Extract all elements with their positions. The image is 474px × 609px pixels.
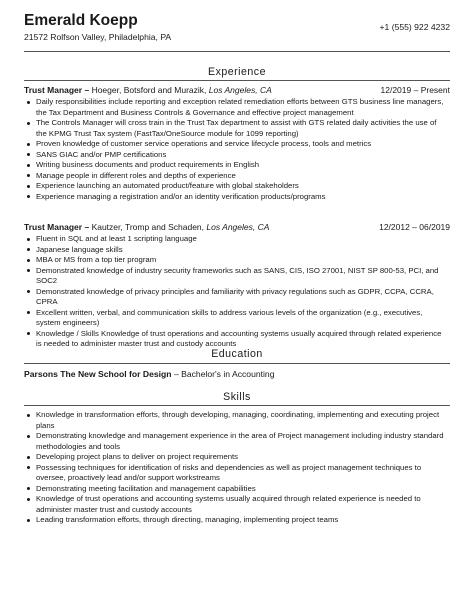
job-1-header: Trust Manager – Hoeger, Botsford and Murazik, Los Angeles, CA 12/2019 – Present <box>24 85 450 95</box>
education-degree: Bachelor's in Accounting <box>181 369 275 379</box>
candidate-phone: +1 (555) 922 4232 <box>379 22 450 32</box>
list-item: Demonstrated knowledge of privacy principles and familiarity with privacy regulations such as GDPR, CCPA, CCRA, CPRA <box>24 287 448 308</box>
list-item: Demonstrating knowledge and management experience in the area of Project management including industry standard methodologies and tools <box>24 431 448 452</box>
education-school: Parsons The New School for Design <box>24 369 172 379</box>
list-item: The Controls Manager will cross train in the Trust Tax department to assist with GTS related daily activities the use of the KPMG Trust Tax system (FastTax/OneSource module for 1099 reporting) <box>24 118 448 139</box>
list-item: Leading transformation efforts, through directing, managing, implementing project teams <box>24 515 448 526</box>
job-2-dates: 12/2012 – 06/2019 <box>379 222 450 232</box>
resume-header <box>24 12 450 43</box>
list-item: Fluent in SQL and at least 1 scripting language <box>24 234 448 245</box>
list-item: Knowledge in transformation efforts, through developing, managing, coordinating, implementing and executing project plans <box>24 410 448 431</box>
job-1-role: Trust Manager <box>24 85 83 95</box>
candidate-name: Emerald Koepp <box>24 12 138 29</box>
list-item: MBA or MS from a top tier program <box>24 255 448 266</box>
job-2-bullets <box>24 234 448 350</box>
experience-heading: Experience <box>208 66 266 78</box>
job-1-company: Hoeger, Botsford and Murazik, <box>91 85 207 95</box>
list-item: Writing business documents and product requirements in English <box>24 160 448 171</box>
job-2-header: Trust Manager – Kautzer, Tromp and Schaden, Los Angeles, CA 12/2012 – 06/2019 <box>24 222 450 232</box>
job-1-location: Los Angeles, CA <box>208 85 272 95</box>
skills-divider <box>24 405 450 406</box>
job-2-company: Kautzer, Tromp and Schaden, <box>91 222 205 232</box>
list-item: Possessing techniques for identification of risks and dependencies as well as project management techniques to oversee, proactively lead and/or support workstreams <box>24 463 448 484</box>
job-2-location: Los Angeles, CA <box>206 222 270 232</box>
experience-divider <box>24 80 450 81</box>
list-item: Proven knowledge of customer service operations and service lifecycle process, tools and metrics <box>24 139 448 150</box>
header-divider <box>24 51 450 52</box>
list-item: Experience launching an automated product/feature with global stakeholders <box>24 181 448 192</box>
job-2-role: Trust Manager <box>24 222 83 232</box>
list-item: Daily responsibilities include reporting and exception related remediation efforts between GTS business line managers, the Tax Department and Business Controls & Governance and effective project management <box>24 97 448 118</box>
education-heading: Education <box>211 348 263 360</box>
list-item: Experience managing a registration and/or an identity verification products/programs <box>24 192 448 203</box>
list-item: Demonstrated knowledge of industry security frameworks such as SANS, CIS, ISO 27001, NIST SP 800-53, PCI, and SOC2 <box>24 266 448 287</box>
candidate-address: 21572 Rolfson Valley, Philadelphia, PA <box>24 32 172 42</box>
skills-bullets <box>24 410 448 526</box>
list-item: SANS GIAC and/or PMP certifications <box>24 150 448 161</box>
list-item: Knowledge / Skills Knowledge of trust operations and accounting systems usually acquired through related experience is needed to administer master trust and custody accounts <box>24 329 448 350</box>
skills-heading: Skills <box>223 391 251 403</box>
list-item: Manage people in different roles and depths of experience <box>24 171 448 182</box>
list-item: Knowledge of trust operations and accounting systems usually acquired through related experience is needed to administer master trust and custody accounts <box>24 494 448 515</box>
job-1-dates: 12/2019 – Present <box>380 85 450 95</box>
education-entry: Parsons The New School for Design – Bachelor's in Accounting <box>24 369 275 379</box>
list-item: Demonstrating meeting facilitation and management capabilities <box>24 484 448 495</box>
job-1-bullets <box>24 97 448 202</box>
list-item: Japanese language skills <box>24 245 448 256</box>
list-item: Developing project plans to deliver on project requirements <box>24 452 448 463</box>
list-item: Excellent written, verbal, and communication skills to address various levels of the organization (e.g., executives, system engineers) <box>24 308 448 329</box>
education-divider <box>24 363 450 364</box>
